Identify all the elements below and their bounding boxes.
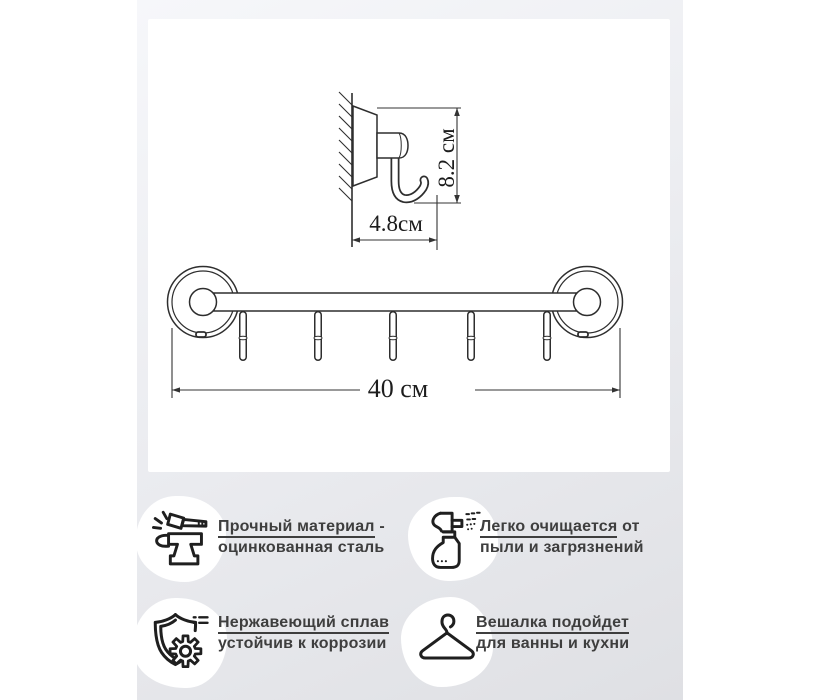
hook-cylinder xyxy=(377,133,408,158)
feature-text: Легко очищается от пыли и загрязнений xyxy=(480,518,644,556)
rail-bar xyxy=(214,293,576,311)
left-mount-mark xyxy=(196,332,206,337)
hook-base-side xyxy=(353,106,377,186)
rail-hooks xyxy=(239,315,551,357)
shield-gear-icon xyxy=(147,610,213,676)
feature-icon-blob xyxy=(133,598,227,688)
width-dimension-label: 40 см xyxy=(367,374,429,403)
height-dimension-label: 8.2 см xyxy=(434,128,459,188)
anvil-icon xyxy=(149,507,213,571)
right-mount-mark xyxy=(578,332,588,337)
wall-hatching xyxy=(339,92,352,201)
hanger-icon xyxy=(414,609,480,675)
left-mount-hub xyxy=(190,289,217,316)
right-mount-hub xyxy=(574,289,601,316)
spray-bottle-icon xyxy=(421,507,485,571)
technical-drawing xyxy=(148,19,670,472)
feature-text: Прочный материал - оцинкованная сталь xyxy=(218,518,385,556)
feature-text: Нержавеющий сплав устойчив к коррозии xyxy=(218,614,390,652)
depth-dimension-label: 4.8см xyxy=(369,211,423,236)
feature-icon-blob xyxy=(136,496,226,582)
feature-text: Вешалка подойдет для ванны и кухни xyxy=(476,614,630,652)
